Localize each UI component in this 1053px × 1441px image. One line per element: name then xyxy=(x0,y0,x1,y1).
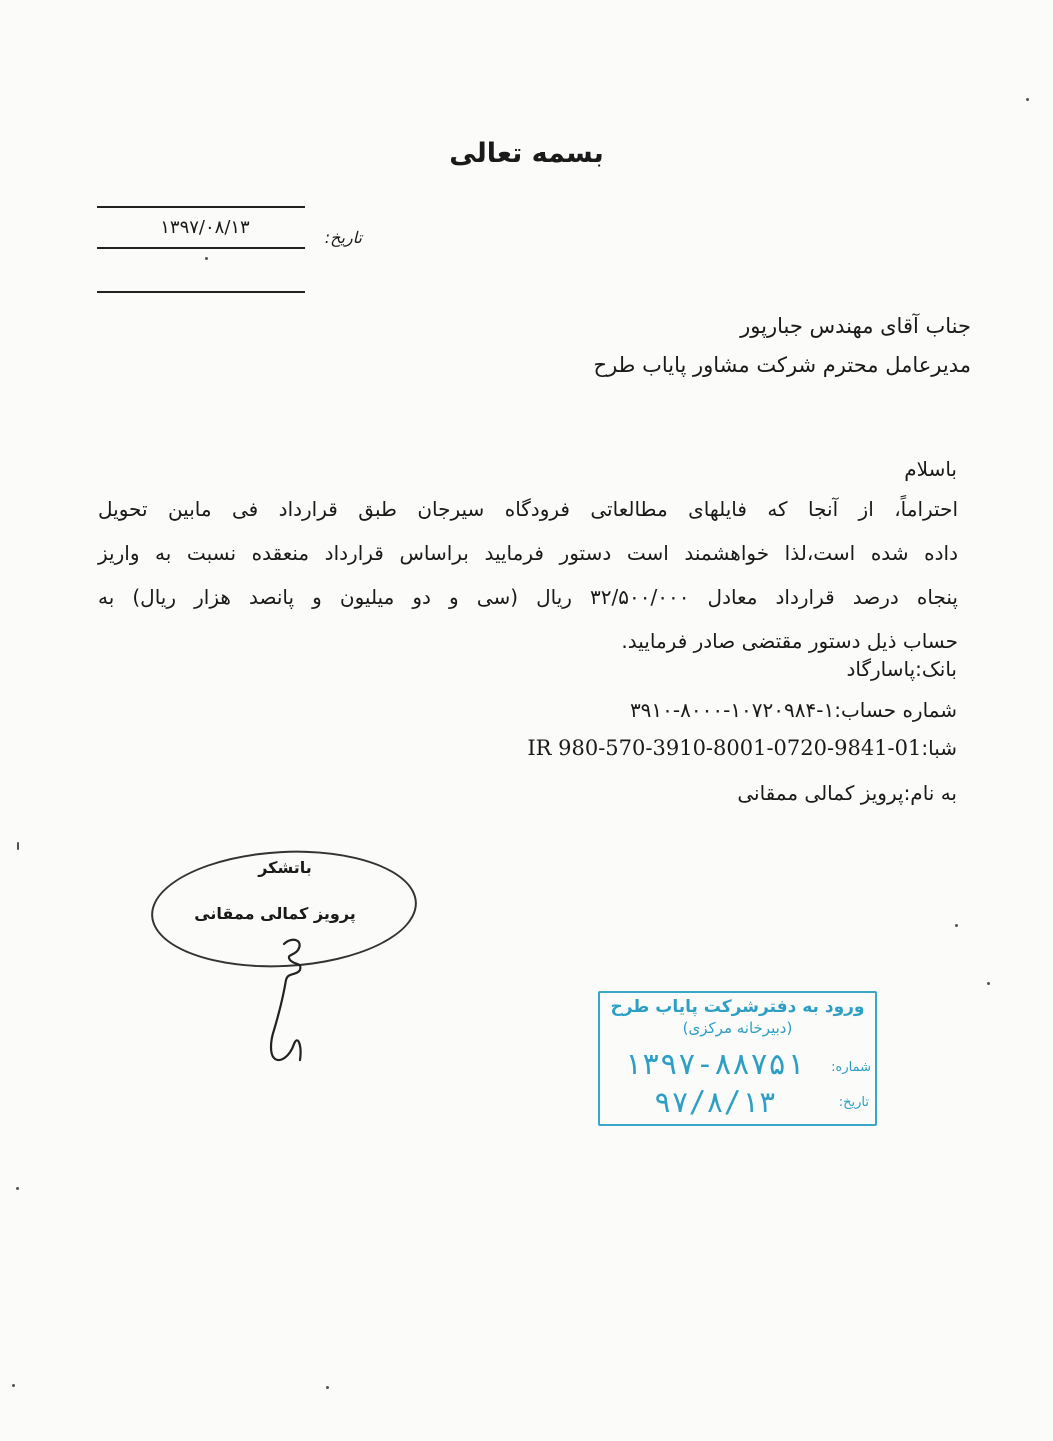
scan-speck xyxy=(955,924,958,927)
sheba-line xyxy=(527,736,957,760)
scan-speck xyxy=(205,257,208,260)
recipient-line-2: مدیرعامل محترم شرکت مشاور پایاب طرح xyxy=(593,353,971,377)
header-line-date xyxy=(97,247,305,249)
signature-thanks: باتشکر xyxy=(258,858,312,877)
body-line-3: پنجاه درصد قرارداد معادل ۳۲/۵۰۰/۰۰۰ ریال (سی و دو میلیون و پانصد هزار ریال) به xyxy=(98,585,958,609)
stamp-subtitle: (دبیرخانه مرکزی) xyxy=(682,1019,793,1037)
scan-speck xyxy=(326,1386,329,1389)
signature-name: پرویز کمالی ممقانی xyxy=(194,904,356,923)
sheba-value: IR 980-570-3910-8001-0720-9841-01 xyxy=(527,736,922,760)
signature-scribble xyxy=(250,930,320,1070)
date-label: تاریخ: xyxy=(324,228,362,247)
body-line-4: حساب ذیل دستور مقتضی صادر فرمایید. xyxy=(621,629,958,653)
sheba-label: شبا: xyxy=(921,736,957,760)
date-value: ۱۳۹۷/۰۸/۱۳ xyxy=(160,217,250,238)
body-line-1: احتراماً، از آنجا که فایلهای مطالعاتی فرودگاه سیرجان طبق قرارداد فی مابین تحویل xyxy=(98,497,958,521)
stamp-number-value: ۱۳۹۷-۸۸۷۵۱ xyxy=(623,1047,805,1082)
header-line-top xyxy=(97,206,305,208)
body-line-2: داده شده است،لذا خواهشمند است دستور فرمایید براساس قرارداد منعقده نسبت به واریز xyxy=(98,541,958,565)
recipient-line-1: جناب آقای مهندس جبارپور xyxy=(740,314,971,338)
stamp-number-label: شماره: xyxy=(831,1060,871,1075)
scan-speck xyxy=(16,1187,19,1190)
greeting: باسلام xyxy=(904,457,957,481)
account-holder: به نام:پرویز کمالی ممقانی xyxy=(737,781,957,805)
letter-heading: بسمه تعالی xyxy=(449,138,604,169)
stamp-date-value: ۹۷/۸/۱۳ xyxy=(653,1085,777,1119)
scan-speck xyxy=(12,1384,15,1387)
scan-speck xyxy=(1026,98,1029,101)
letter-body xyxy=(98,487,958,663)
account-number: شماره حساب:۱-۱۰۷۲۰۹۸۴-۸۰۰۰-۳۹۱۰ xyxy=(629,698,957,722)
scan-speck xyxy=(987,982,990,985)
stamp-title: ورود به دفترشرکت پایاب طرح xyxy=(610,997,865,1017)
receipt-stamp xyxy=(598,991,877,1126)
header-line-number xyxy=(97,291,305,293)
stamp-date-label: تاریخ: xyxy=(838,1095,869,1110)
scan-speck xyxy=(17,842,19,850)
bank-name: بانک:پاسارگاد xyxy=(846,657,957,681)
